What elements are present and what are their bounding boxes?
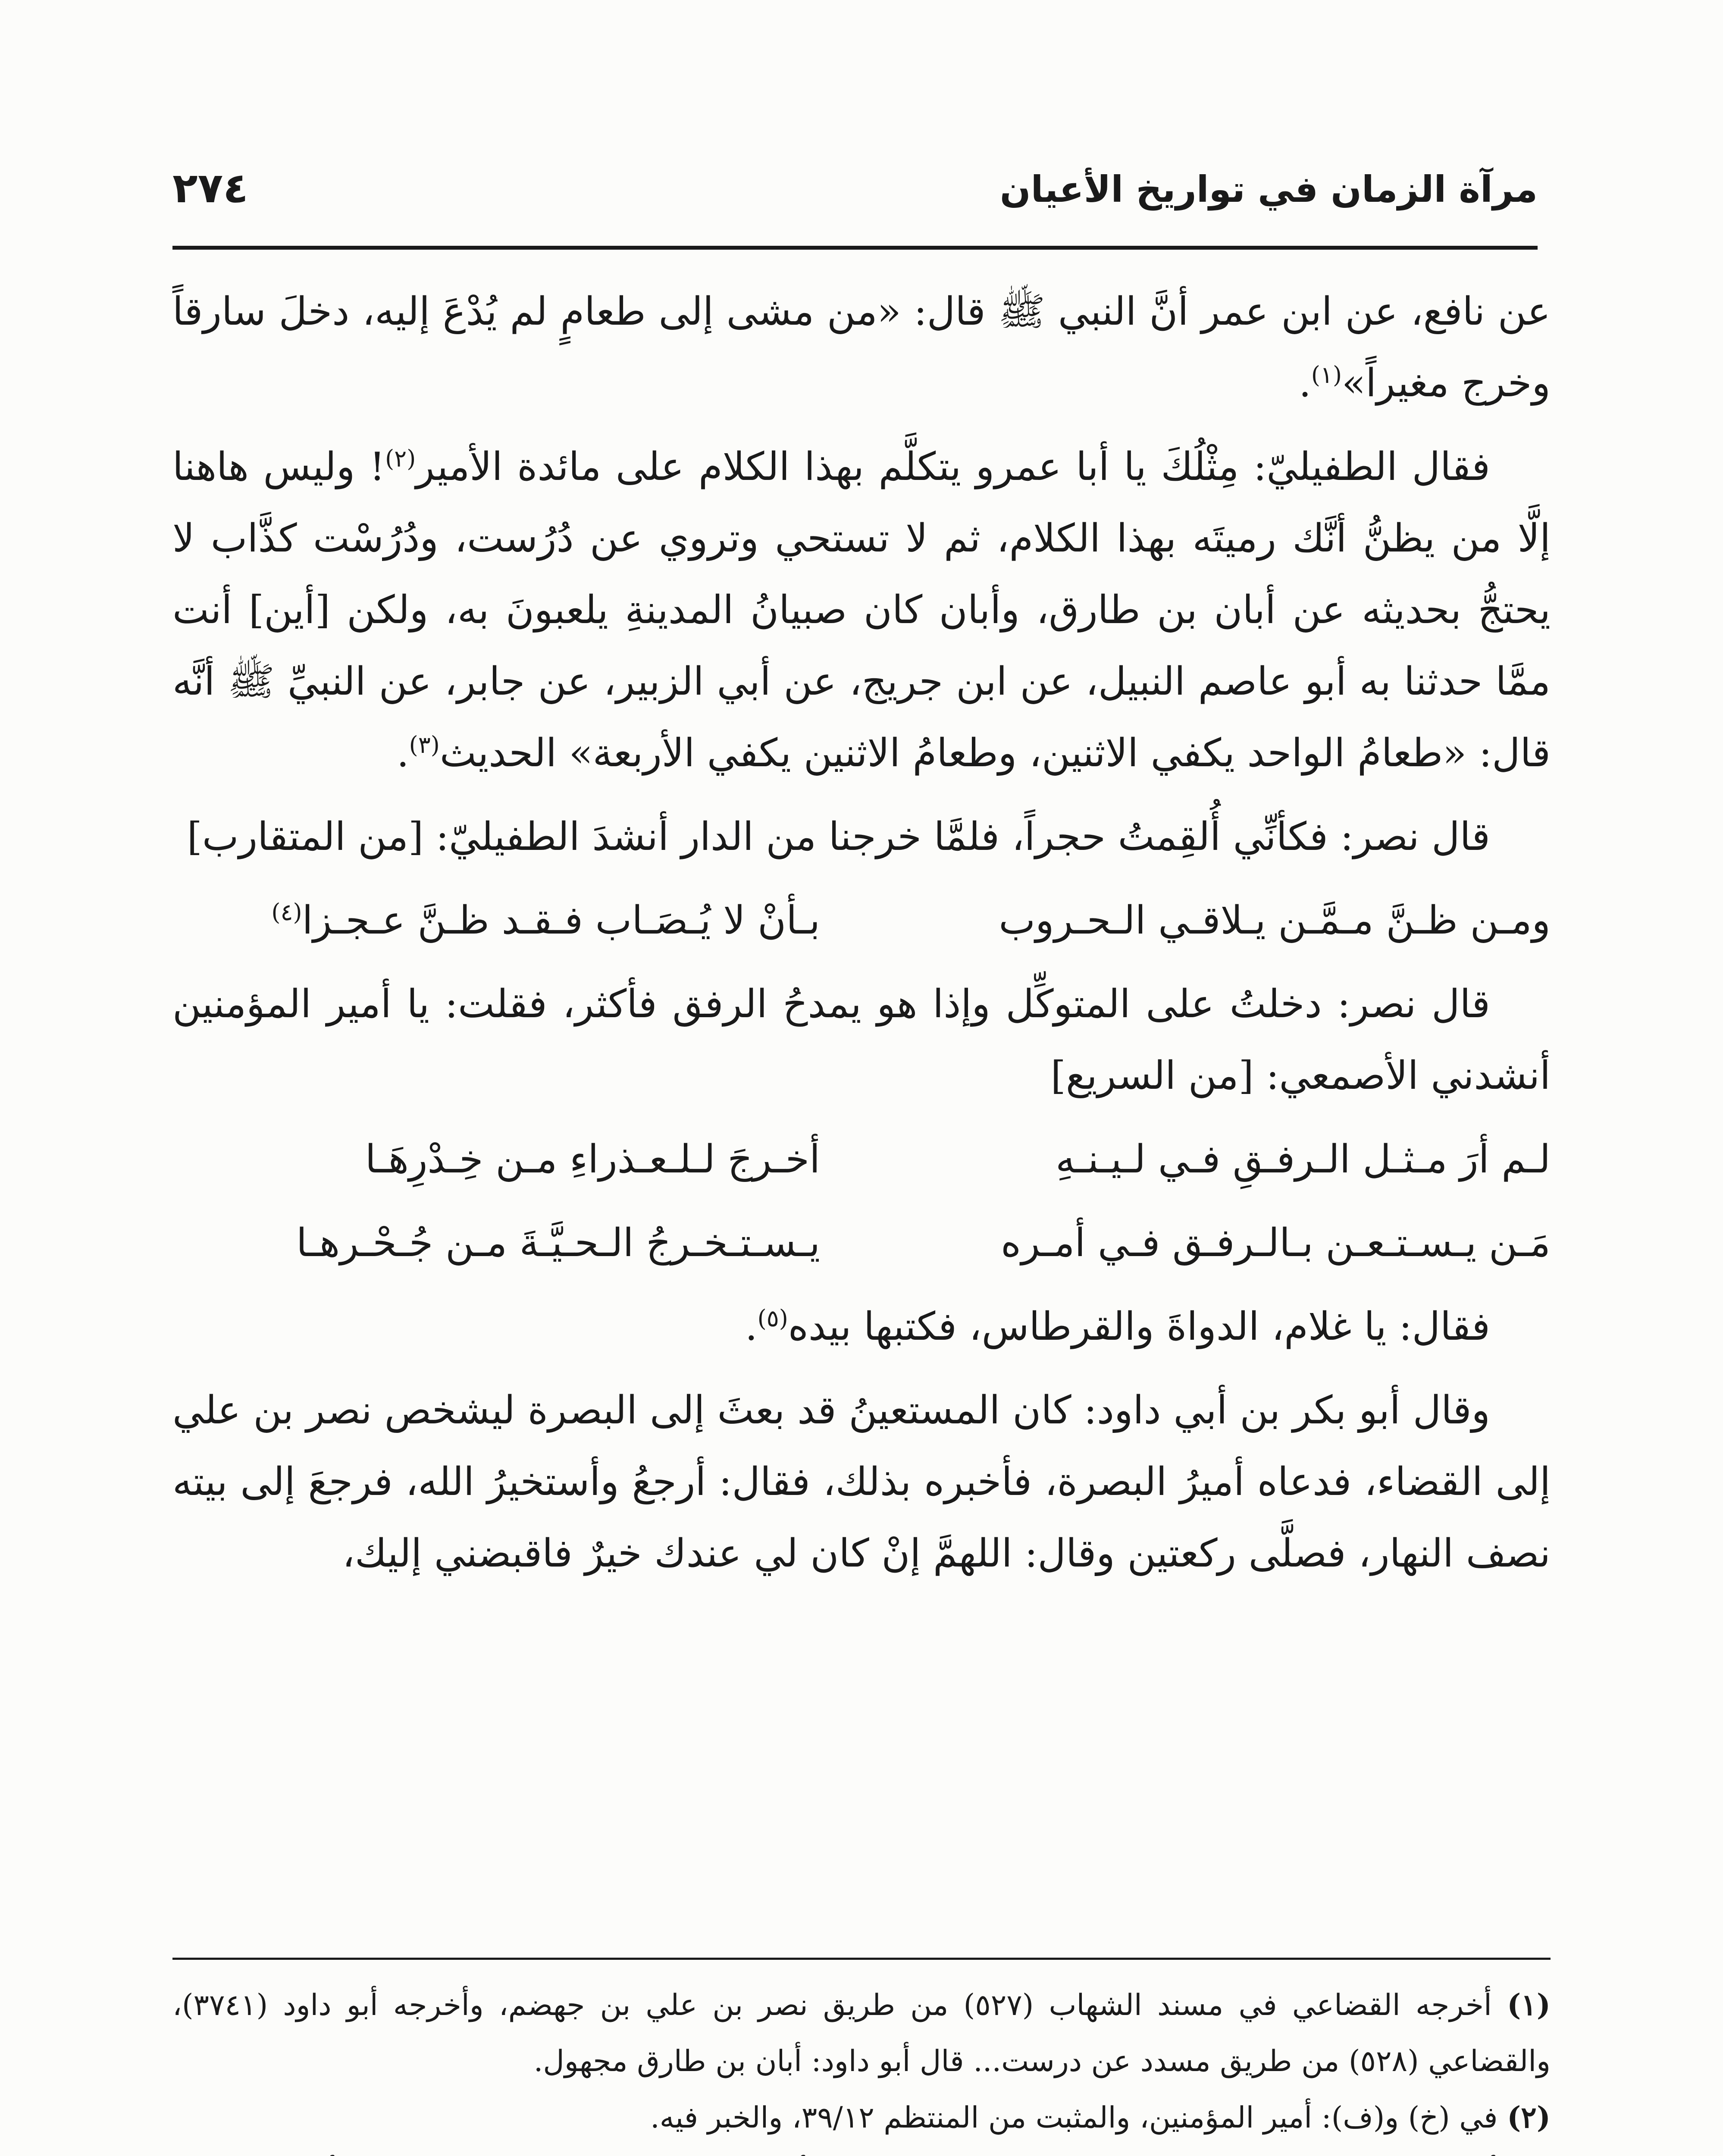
main-text	[172, 276, 1551, 1601]
paragraph: فقال: يا غلام، الدواةَ والقرطاس، فكتبها بيده$^{(٥)}$.	[745, 1304, 1490, 1349]
footnote-text: أخرجه القضاعي في مسند الشهاب (٥٢٧) من طريق نصر بن علي بن جهضم، وأخرجه أبو داود (٣٧٤١)، والقضاعي (٥٢٨) من طريق مسدد عن درست... قال أبو داود: أبان بن طارق مجهول.	[172, 1988, 1551, 2078]
footnotes	[172, 1958, 1551, 2156]
verse-second-hemistich	[172, 885, 820, 956]
poem-verse	[172, 1207, 1551, 1279]
verse-text: بـأنْ لا يُـصَـاب فـقـد ظـنَّ عـجـزا	[302, 898, 821, 943]
paragraph: وقال أبو بكر بن أبي داود: كان المستعينُ قد بعثَ إلى البصرة ليشخص نصر بن علي إلى القضاء، فدعاه أميرُ البصرة، فأخبره بذلك، فقال: أرجعُ وأستخيرُ الله، فرجعَ إلى بيته نصف النهار، فصلَّى ركعتين وقال: اللهمَّ إنْ كان لي عندك خيرٌ فاقبضني إليك،	[172, 1388, 1551, 1576]
footnote	[172, 2146, 1551, 2156]
paragraph: فقال الطفيليّ: مِثْلُكَ يا أبا عمرو يتكلَّم بهذا الكلام على مائدة الأمير$^{(٢)}$! وليس هاهنا إلَّا من يظنُّ أنَّك رميتَه بهذا الكلام، ثم لا تستحي وتروي عن دُرُست، ودُرُسْت كذَّاب لا يحتجُّ بحديثه عن أبان بن طارق، وأبان كان صبيانُ المدينةِ يلعبونَ به، ولكن [أين] أنت ممَّا حدثنا به أبو عاصم النبيل، عن ابن جريج، عن أبي الزبير، عن جابر، عن النبيِّ ﷺ أنَّه قال: «طعامُ الواحد يكفي الاثنين، وطعامُ الاثنين يكفي الأربعة» الحديث$^{(٣)}$.	[172, 444, 1551, 776]
paragraph: قال نصر: فكأنِّي أُلقِمتُ حجراً، فلمَّا خرجنا من الدار أنشدَ الطفيليّ: [من المتقارب]	[187, 814, 1490, 859]
footnote-ref: (٤)	[271, 899, 302, 926]
poem-verse	[172, 1124, 1551, 1195]
verse-second-hemistich: يـسـتـخـرجُ الـحـيَّـةَ مـن جُـحْـرهـا	[296, 1220, 821, 1266]
footnote-text: في (خ) و(ف): أمير المؤمنين، والمثبت من المنتظم ٣٩/١٢، والخبر فيه.	[650, 2101, 1498, 2135]
paragraph: قال نصر: دخلتُ على المتوكِّل وإذا هو يمدحُ الرفق فأكثر، فقلت: يا أمير المؤمنين أنشدني الأصمعي: [من السريع]	[172, 981, 1551, 1098]
footnote-ref: (٥)	[757, 1305, 788, 1332]
paragraph-text: عن نافع، عن ابن عمر أنَّ النبي ﷺ قال: «من مشى إلى طعامٍ لم يُدْعَ إليه، دخلَ سارقاً وخرج مغيراً»	[172, 289, 1551, 406]
verse-first-hemistich: مَـن يـسـتـعـن بـالـرفـق فـي أمـره	[1001, 1220, 1551, 1266]
footnote-number: (١)	[1507, 1988, 1551, 2022]
running-title: مرآة الزمان في تواريخ الأعيان	[999, 168, 1538, 210]
footnote	[172, 1977, 1551, 2090]
verse-second-hemistich: أخـرجَ لـلـعـذراءِ مـن خِـدْرِهَـا	[365, 1137, 821, 1182]
page-number: ٢٧٤	[172, 164, 248, 212]
paragraph-text: ! وليس هاهنا إلَّا من يظنُّ أنَّك رميتَه بهذا الكلام، ثم لا تستحي وتروي عن دُرُست، ودُرُسْت كذَّاب لا يحتجُّ بحديثه عن أبان بن طارق، وأبان كان صبيانُ المدينةِ يلعبونَ به، ولكن [أين] أنت ممَّا حدثنا به أبو عاصم النبيل، عن ابن جريج، عن أبي الزبير، عن جابر، عن النبيِّ ﷺ أنَّه قال: «طعامُ الواحد يكفي الاثنين، وطعامُ الاثنين يكفي الأربعة» الحديث	[172, 444, 1551, 776]
paragraph-text: فقال الطفيليّ: مِثْلُكَ يا أبا عمرو يتكلَّم بهذا الكلام على مائدة الأمير	[416, 444, 1491, 489]
footnote-ref: (٣)	[409, 731, 440, 758]
paragraph-text: فقال: يا غلام، الدواةَ والقرطاس، فكتبها بيده	[788, 1304, 1490, 1349]
footnote-ref: (١)	[1311, 361, 1342, 389]
verse-first-hemistich: ومـن ظـنَّ مـمَّـن يـلاقـي الـحـروب	[999, 898, 1551, 943]
page-header	[172, 151, 1538, 250]
footnote	[172, 2090, 1551, 2146]
verse-first-hemistich: لـم أرَ مـثـل الـرفـقِ فـي لـيـنـهِ	[1056, 1137, 1551, 1182]
footnote-ref: (٢)	[385, 445, 416, 472]
footnote-number: (٢)	[1507, 2100, 1551, 2135]
paragraph: عن نافع، عن ابن عمر أنَّ النبي ﷺ قال: «من مشى إلى طعامٍ لم يُدْعَ إليه، دخلَ سارقاً وخرج مغيراً»$^{(١)}$.	[172, 289, 1551, 406]
poem-verse	[172, 885, 1551, 956]
